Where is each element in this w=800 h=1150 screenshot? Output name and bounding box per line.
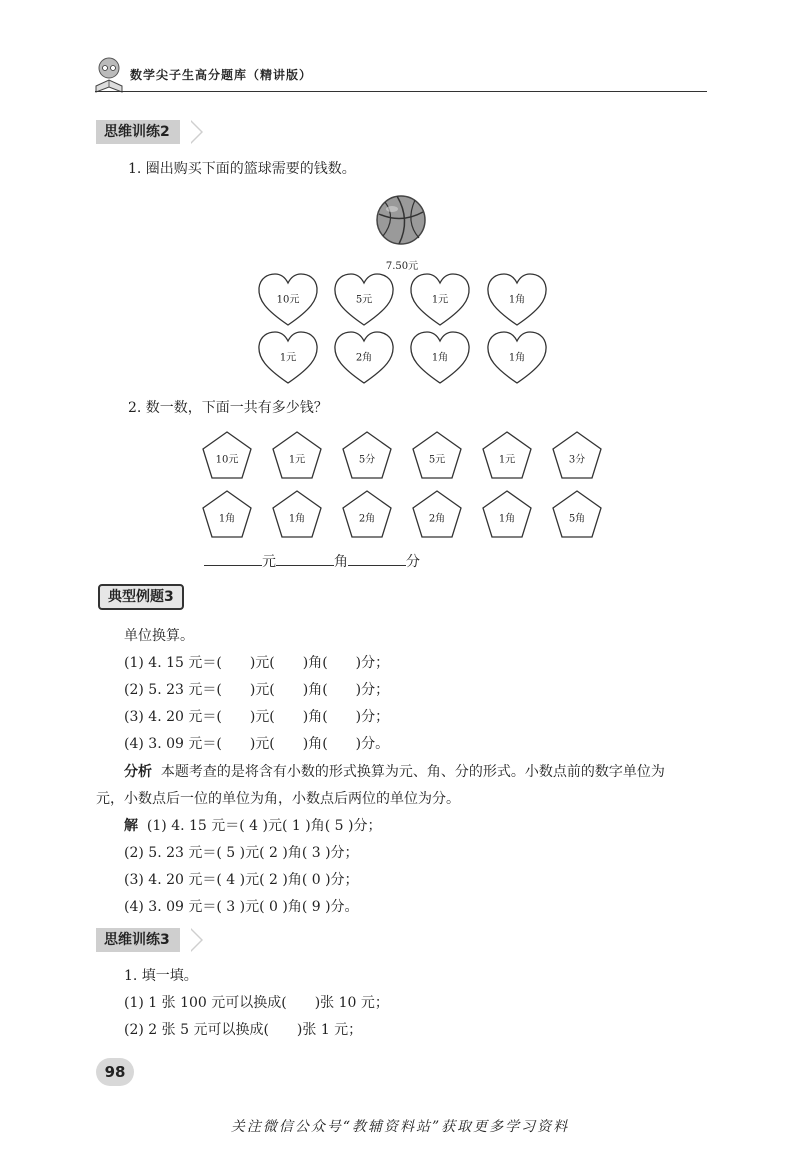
solution-label: 解 bbox=[124, 818, 138, 834]
practice-question-1: 1. 填一填。 bbox=[124, 968, 198, 984]
practice-item-2: (2) 2 张 5 元可以换成( )张 1 元； bbox=[124, 1022, 363, 1038]
pentagon-label: 1元 bbox=[288, 454, 306, 466]
solution-2: (2) 5. 23 元＝( 5 )元( 2 )角( 3 )分； bbox=[124, 845, 359, 861]
tag-arrow-inner-icon bbox=[191, 122, 201, 142]
pentagon-label: 5角 bbox=[568, 513, 586, 525]
section-tag-thinking-2: 思维训练2 bbox=[96, 120, 180, 144]
pentagon-label: 1角 bbox=[218, 513, 236, 525]
heart-label: 2角 bbox=[355, 352, 373, 364]
pentagon-label: 10元 bbox=[215, 454, 239, 466]
solution-4: (4) 3. 09 元＝( 3 )元( 0 )角( 9 )分。 bbox=[124, 899, 359, 915]
pentagon-label: 2角 bbox=[358, 513, 376, 525]
footer-promo: 关注微信公众号“教辅资料站”获取更多学习资料 bbox=[230, 1119, 570, 1135]
heart-label: 10元 bbox=[276, 294, 300, 306]
analysis-paragraph bbox=[124, 761, 665, 781]
answer-blank-fen[interactable] bbox=[348, 551, 406, 566]
example-question-2: (2) 5. 23 元＝( )元( )角( )分； bbox=[124, 682, 390, 698]
analysis-label: 分析 bbox=[124, 764, 152, 780]
example-question-1: (1) 4. 15 元＝( )元( )角( )分； bbox=[124, 655, 390, 671]
unit-yuan: 元 bbox=[262, 554, 276, 570]
practice-item-1: (1) 1 张 100 元可以换成( )张 10 元； bbox=[124, 995, 389, 1011]
pentagon-label: 1元 bbox=[498, 454, 516, 466]
solution-3: (3) 4. 20 元＝( 4 )元( 2 )角( 0 )分； bbox=[124, 872, 359, 888]
analysis-line-2: 元，小数点后一位的单位为角，小数点后两位的单位为分。 bbox=[96, 791, 460, 807]
unit-fen: 分 bbox=[406, 554, 420, 570]
pentagon-label: 3分 bbox=[568, 454, 586, 466]
heart-label: 1角 bbox=[508, 352, 526, 364]
pentagon-label: 1角 bbox=[288, 513, 306, 525]
pentagon-label: 5元 bbox=[428, 454, 446, 466]
question-1-prompt: 1. 圈出购买下面的篮球需要的钱数。 bbox=[128, 161, 356, 177]
answer-line bbox=[204, 551, 420, 571]
pentagon-label: 1角 bbox=[498, 513, 516, 525]
example-intro: 单位换算。 bbox=[124, 628, 194, 644]
basketball-price: 7.50元 bbox=[385, 261, 419, 272]
solution-line-1 bbox=[124, 815, 381, 835]
heart-label: 1元 bbox=[431, 294, 449, 306]
unit-jiao: 角 bbox=[334, 554, 348, 570]
book-title: 数学尖子生高分题库（精讲版） bbox=[130, 68, 313, 82]
mascot-reading-icon bbox=[94, 56, 124, 94]
section-tag-example-3: 典型例题3 bbox=[98, 584, 184, 610]
page-number: 98 bbox=[96, 1058, 134, 1086]
heart-label: 5元 bbox=[355, 294, 373, 306]
section-tag-thinking-3: 思维训练3 bbox=[96, 928, 180, 952]
header-divider bbox=[95, 91, 707, 92]
analysis-line-1: 本题考查的是将含有小数的形式换算为元、角、分的形式。小数点前的数字单位为 bbox=[160, 764, 665, 780]
pentagon-label: 2角 bbox=[428, 513, 446, 525]
example-question-3: (3) 4. 20 元＝( )元( )角( )分； bbox=[124, 709, 390, 725]
heart-label: 1角 bbox=[431, 352, 449, 364]
tag-arrow-inner-icon bbox=[191, 930, 201, 950]
pentagon-label: 5分 bbox=[358, 454, 376, 466]
solution-1: (1) 4. 15 元＝( 4 )元( 1 )角( 5 )分； bbox=[146, 818, 382, 834]
example-question-4: (4) 3. 09 元＝( )元( )角( )分。 bbox=[124, 736, 390, 752]
basketball-icon bbox=[375, 194, 427, 246]
answer-blank-yuan[interactable] bbox=[204, 551, 262, 566]
question-2-prompt: 2. 数一数，下面一共有多少钱？ bbox=[128, 400, 328, 416]
heart-label: 1角 bbox=[508, 294, 526, 306]
heart-label: 1元 bbox=[279, 352, 297, 364]
answer-blank-jiao[interactable] bbox=[276, 551, 334, 566]
